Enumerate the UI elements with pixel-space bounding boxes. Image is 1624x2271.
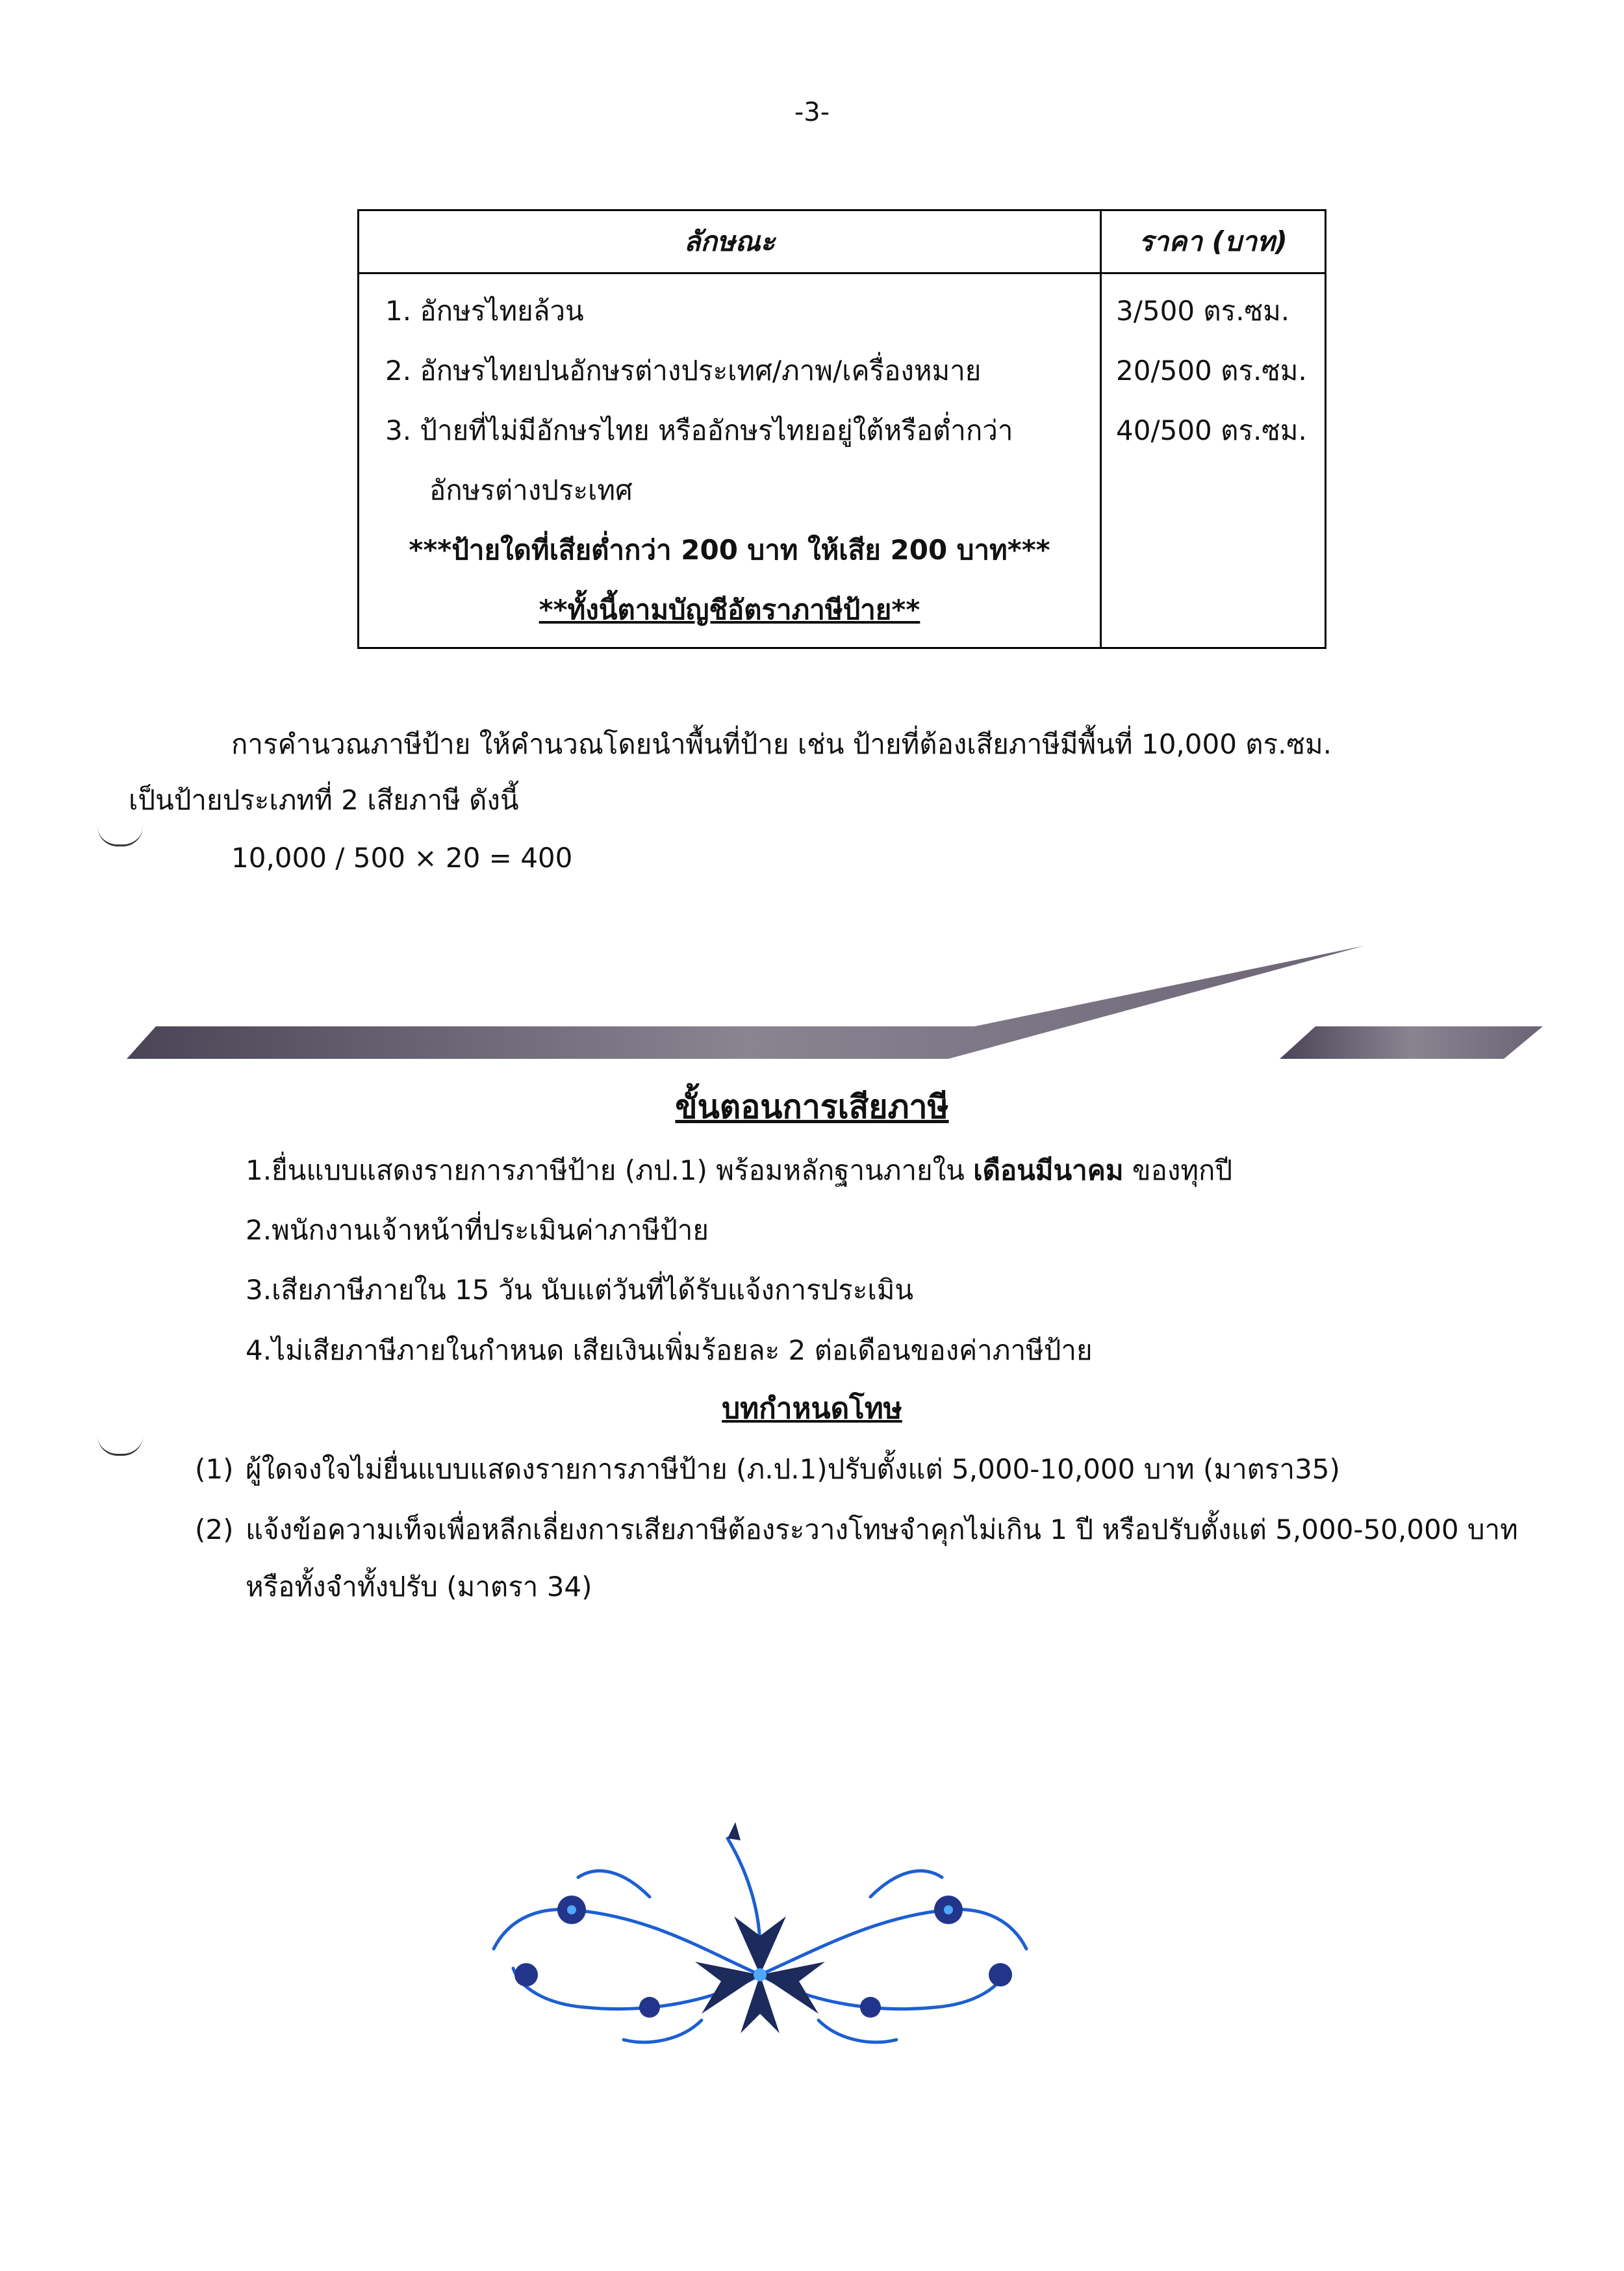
penalty-1 <box>195 1448 1340 1491</box>
rate-row-desc-2: 2. อักษรไทยปนอักษรต่างประเทศ/ภาพ/เครื่องหมาย <box>385 355 982 387</box>
calculation-formula: 10,000 / 500 × 20 = 400 <box>231 842 573 874</box>
penalty-1-number: (1) <box>195 1453 234 1485</box>
description-cell <box>359 273 1101 648</box>
calculation-line-1: การคำนวณภาษีป้าย ให้คำนวณโดยนำพื้นที่ป้าย เช่น ป้ายที่ต้องเสียภาษีมีพื้นที่ 10,000 ตร.ซม. <box>231 728 1332 760</box>
schedule-note-line <box>385 587 1100 647</box>
header-price: ราคา (บาท) <box>1101 210 1326 273</box>
penalty-2 <box>195 1508 1518 1551</box>
penalty-2-number: (2) <box>195 1514 234 1545</box>
rate-row-desc-3: 3. ป้ายที่ไม่มีอักษรไทย หรืออักษรไทยอยู่ใต้หรือต่ำกว่า <box>385 414 1013 446</box>
step-1 <box>246 1149 1232 1192</box>
rate-row-desc-3-continued: อักษรต่างประเทศ <box>429 474 633 506</box>
header-characteristic: ลักษณะ <box>359 210 1101 273</box>
rate-row-price-2: 20/500 ตร.ซม. <box>1116 355 1307 387</box>
tax-rate-table <box>357 209 1326 649</box>
penalty-2-text: แจ้งข้อความเท็จเพื่อหลีกเลี่ยงการเสียภาษีต้องระวางโทษจำคุกไม่เกิน 1 ปี หรือปรับตั้งแต่ 5,000-50,000 บาท <box>246 1514 1518 1545</box>
step-1-suffix: ของทุกปี <box>1123 1154 1233 1186</box>
page-number: -3- <box>794 97 830 127</box>
penalty-heading: บทกำหนดโทษ <box>722 1392 902 1425</box>
penalty-1-text: ผู้ใดจงใจไม่ยื่นแบบแสดงรายการภาษีป้าย (ภ.ป.1)ปรับตั้งแต่ 5,000-10,000 บาท (มาตรา35) <box>246 1453 1340 1485</box>
step-3: 3.เสียภาษีภายใน 15 วัน นับแต่วันที่ได้รับแจ้งการประเมิน <box>246 1274 914 1306</box>
decorative-banner <box>0 935 1624 1078</box>
step-1-month: เดือนมีนาคม <box>973 1154 1124 1186</box>
floral-ornament <box>455 1819 1065 2066</box>
schedule-note: **ทั้งนี้ตามบัญชีอัตราภาษีป้าย** <box>539 594 920 626</box>
punch-hole-mark <box>97 1436 143 1456</box>
step-4: 4.ไม่เสียภาษีภายในกำหนด เสียเงินเพิ่มร้อยละ 2 ต่อเดือนของค่าภาษีป้าย <box>246 1334 1093 1366</box>
calculation-line-2: เป็นป้ายประเภทที่ 2 เสียภาษี ดังนี้ <box>129 784 519 816</box>
penalty-2-continued: หรือทั้งจำทั้งปรับ (มาตรา 34) <box>246 1571 592 1603</box>
punch-hole-mark <box>97 826 143 846</box>
step-2: 2.พนักงานเจ้าหน้าที่ประเมินค่าภาษีป้าย <box>246 1214 709 1246</box>
rate-row-price-1: 3/500 ตร.ซม. <box>1116 295 1290 327</box>
price-cell <box>1101 273 1326 648</box>
step-1-text: 1.ยื่นแบบแสดงรายการภาษีป้าย (ภป.1) พร้อมหลักฐานภายใน <box>246 1154 974 1186</box>
rate-row-price-3: 40/500 ตร.ซม. <box>1116 414 1307 446</box>
table-body-row <box>359 273 1326 648</box>
steps-heading: ขั้นตอนการเสียภาษี <box>675 1088 949 1126</box>
table-header-row <box>359 210 1326 273</box>
rate-row-desc-1: 1. อักษรไทยล้วน <box>385 295 584 327</box>
minimum-tax-note: ***ป้ายใดที่เสียต่ำกว่า 200 บาท ให้เสีย 200 บาท*** <box>409 534 1050 566</box>
